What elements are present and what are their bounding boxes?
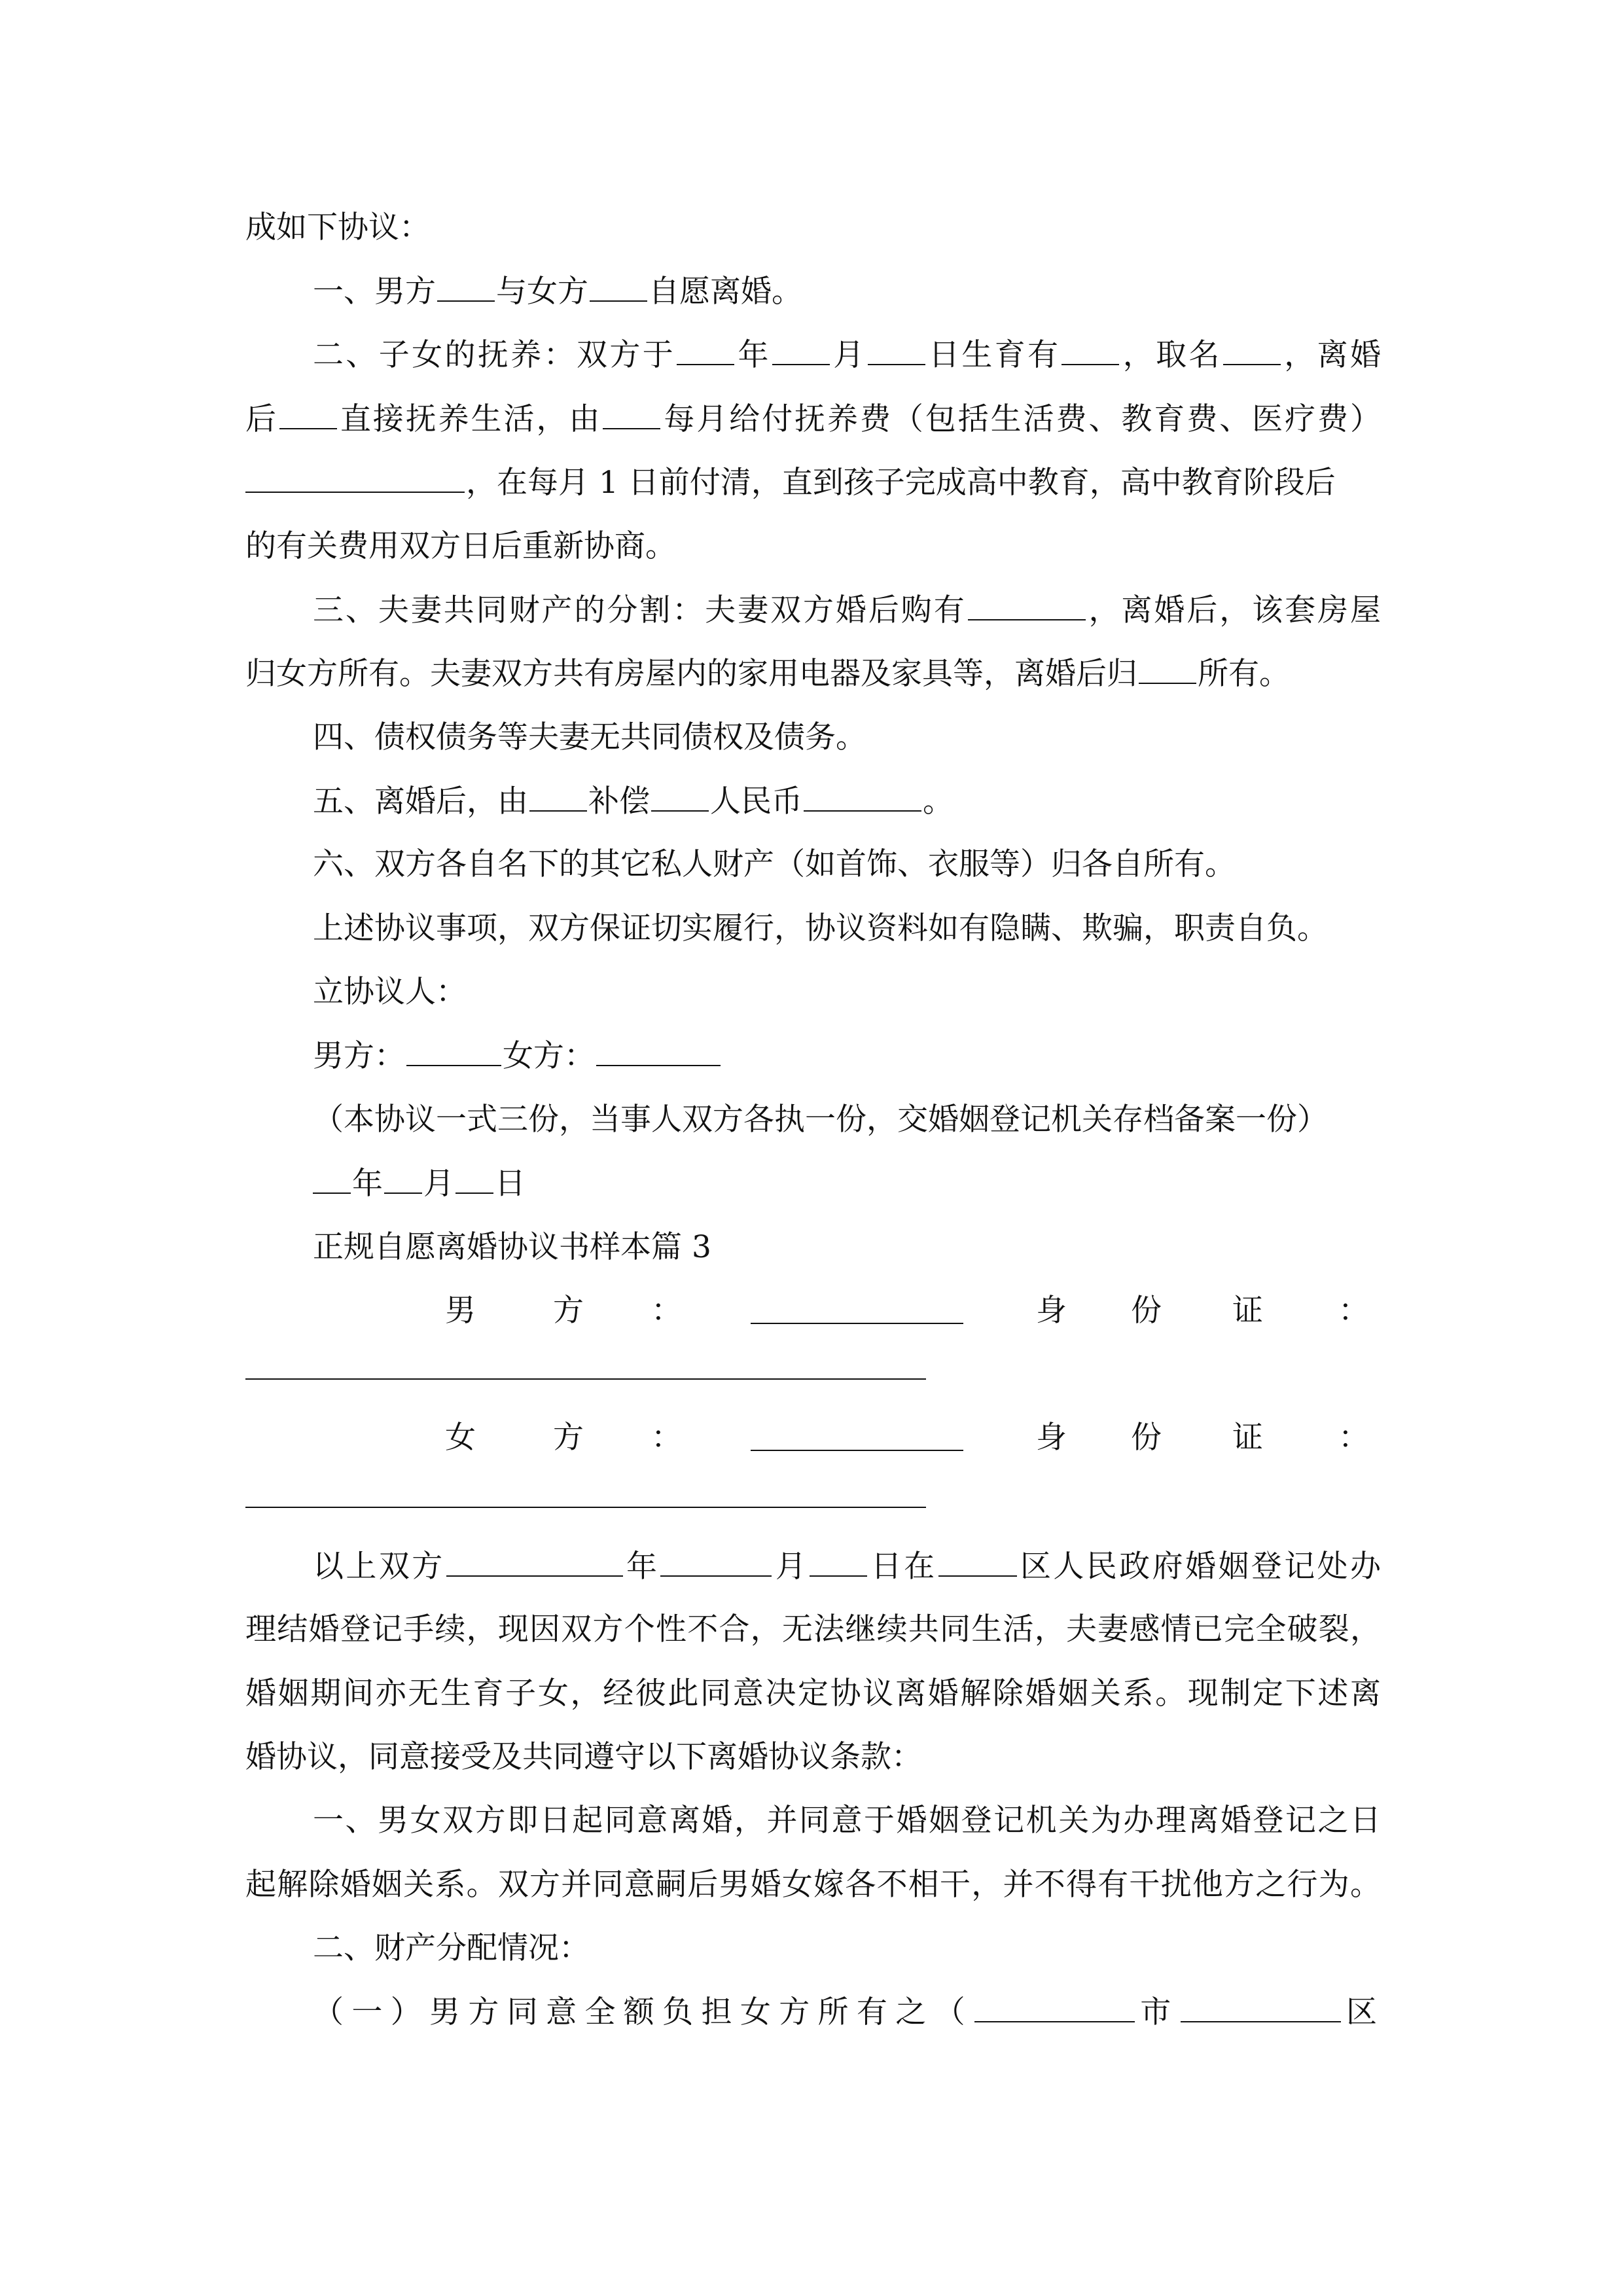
text-line: 的有关费用双方日后重新协商。 [245,528,676,564]
blank-field [968,590,1086,620]
paragraph: 以上双方 年 月 日在 区人民政府婚姻登记处办 [313,1547,1381,1587]
blank-field [384,1164,422,1194]
blank-field [751,1421,963,1451]
blank-field [279,399,337,429]
blank-field [1061,335,1119,365]
clause-2: 二、财产分配情况： [313,1930,590,1966]
blank-field [590,272,647,302]
blank-field [1181,1992,1341,2022]
blank-line [245,1378,926,1380]
blank-field [596,1036,721,1066]
clause-1: 一、男女双方即日起同意离婚，并同意于婚姻登记机关为办理离婚登记之日 [313,1803,1381,1839]
clause-2: 二、子女的抚养：双方于 年 月 日生育有 ，取名 ，离婚 [313,335,1381,375]
section-title: 正规自愿离婚协议书样本篇 3 [313,1229,711,1265]
clause-5: 五、离婚后，由 补偿 人民币 。 [313,781,1381,821]
blank-field [651,781,709,812]
blank-field [810,1547,867,1577]
date-line: 年 月 日 [313,1164,1381,1204]
document-page: 成如下协议： 一、男方 与女方 自愿离婚。 二、子女的抚养：双方于 年 月 日生育有 ，取名 ，离婚 后 直接抚养生活，由 每月给付抚养费（包括生活费、教育费、医疗费） ，在每月 1 日前付清，直到孩子完成高中教育，高中教育阶段后 的有关费用双方日后重新协商。 三、夫妻共同财产的分割：夫妻双方婚后购有 ，离婚后，该套房屋 归女方所有。夫妻双方共有房屋内的家用电器及家具等，离婚后归 所有。 四、债权债务等夫妻无共同债权及债务。 五、离婚后，由 补偿 人民币 。 六、双方各自名下的其它私人财产（如首饰、衣服等）归各自所有。 上述协议事项，双方保证切实履行，协议资料如有隐瞒、欺骗，职责自负。 立协议人： 男方： 女方： （本协议一式三份，当事人双方各执一份，交婚姻登记机关存档备案一份） 年 月 日 正规自愿离婚协议书样本篇 3 男 方 ： 身 份 证 ： 女 方 ： 身 份 证 ： 以上双方 年 月 日在 区人民政府婚姻登记处办 理结婚登记手续，现因双方个性不合，无法继续共同生活，夫妻感情已完全破裂， 婚姻期间亦无生育子女，经彼此同意决定协议离婚解除婚姻关系。现制定下述离 婚协议，同意接受及共同遵守以下离婚协议条款： 一、男女双方即日起同意离婚，并同意于婚姻登记机关为办理离婚登记之日 起解除婚姻关系。双方并同意嗣后男婚女嫁各不相干，并不得有干扰他方之行为。 二、财产分配情况： （一）男方同意全额负担女方所有之（ 市 区 [0,0,1623,2296]
blank-field [1223,335,1281,365]
text-line: 后 直接抚养生活，由 每月给付抚养费（包括生活费、教育费、医疗费） [245,399,1381,439]
text-line: 上述协议事项，双方保证切实履行，协议资料如有隐瞒、欺骗，职责自负。 [313,910,1328,946]
clause-4: 四、债权债务等夫妻无共同债权及债务。 [313,719,866,755]
blank-field [455,1164,493,1194]
signatories-label: 立协议人： [313,974,467,1010]
text-line: 归女方所有。夫妻双方共有房屋内的家用电器及家具等，离婚后归 所有。 [245,654,1381,694]
text-line: ，在每月 1 日前付清，直到孩子完成高中教育，高中教育阶段后 [245,463,1381,503]
blank-field [437,272,495,302]
blank-field [446,1547,623,1577]
clause-6: 六、双方各自名下的其它私人财产（如首饰、衣服等）归各自所有。 [313,846,1236,882]
blank-field [1139,654,1196,684]
blank-field [677,335,734,365]
text-line: 婚协议，同意接受及共同遵守以下离婚协议条款： [245,1739,922,1775]
blank-field [313,1164,351,1194]
text-line: 起解除婚姻关系。双方并同意嗣后男婚女嫁各不相干，并不得有干扰他方之行为。 [245,1867,1381,1903]
sub-clause-1: （一）男方同意全额负担女方所有之（ 市 区 [313,1992,1381,2032]
blank-field [603,399,660,429]
blank-field [938,1547,1017,1577]
text-line: 理结婚登记手续，现因双方个性不合，无法继续共同生活，夫妻感情已完全破裂， [245,1611,1381,1647]
blank-field [772,335,830,365]
text-line: 成如下协议： [245,209,430,245]
blank-line [245,1507,926,1508]
clause-1: 一、男方 与女方 自愿离婚。 [313,272,1381,312]
blank-field [529,781,587,812]
text-line: 婚姻期间亦无生育子女，经彼此同意决定协议离婚解除婚姻关系。现制定下述离 [245,1676,1381,1712]
clause-3: 三、夫妻共同财产的分割：夫妻双方婚后购有 ，离婚后，该套房屋 [313,590,1381,630]
copies-note: （本协议一式三份，当事人双方各执一份，交婚姻登记机关存档备案一份） [313,1102,1328,1138]
blank-field [974,1992,1135,2022]
blank-field [406,1036,501,1066]
blank-field [804,781,921,812]
blank-field [660,1547,772,1577]
blank-field [245,463,465,493]
blank-field [751,1294,963,1324]
signature-line: 男方： 女方： [313,1036,1381,1076]
blank-field [868,335,925,365]
